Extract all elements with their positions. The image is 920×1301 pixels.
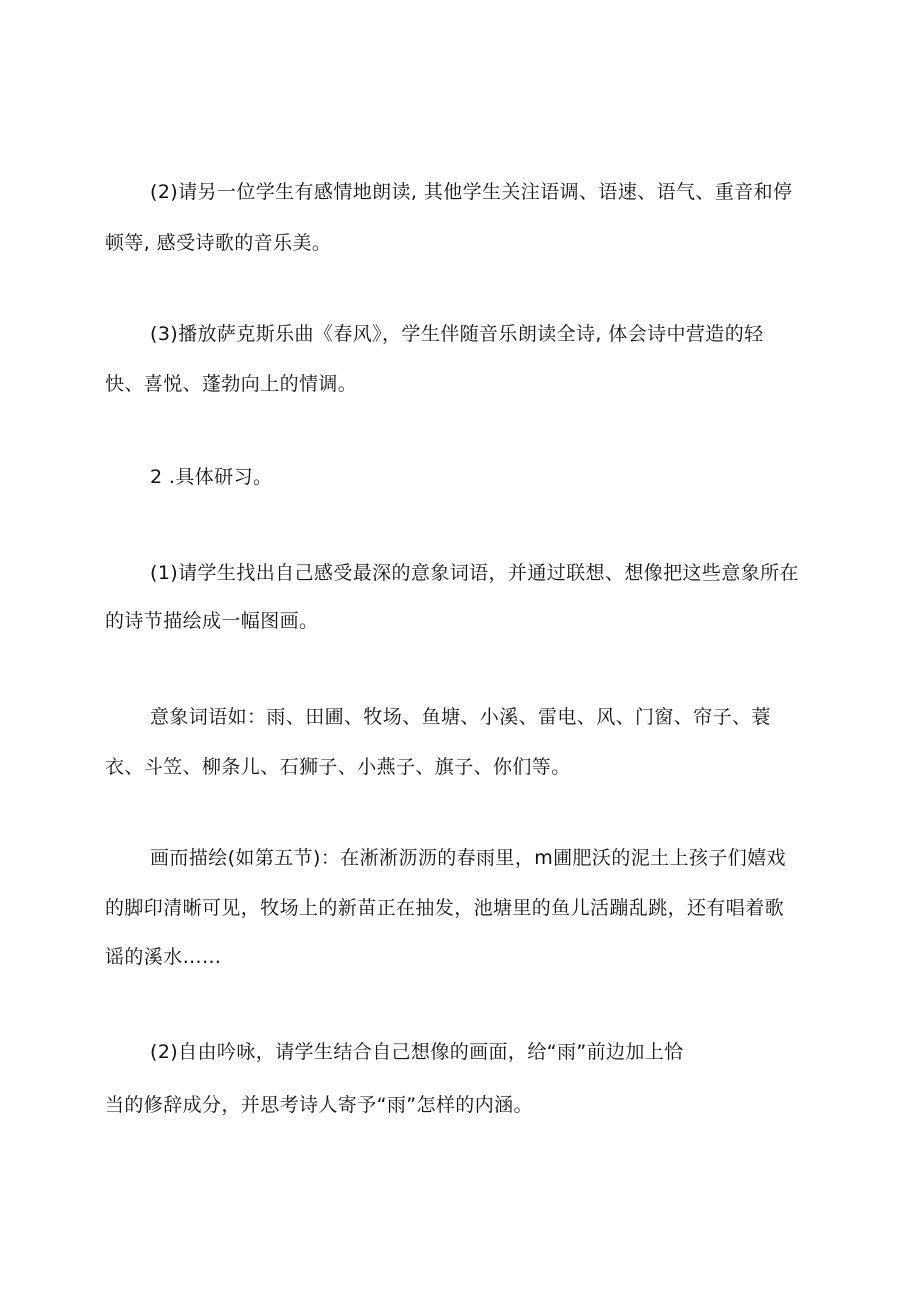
study-item-2-line-2: 当的修辞成分，并思考诗人寄予“雨”怎样的内涵。: [105, 1094, 533, 1116]
picture-description-line-3: 谣的溪水……: [105, 946, 222, 968]
imagery-words-line-2: 衣、斗笠、柳条儿、石狮子、小燕子、旗子、你们等。: [105, 756, 571, 778]
picture-description-line-2: 的脚印清晰可见，牧场上的新苗正在抽发，池塘里的鱼儿活蹦乱跳，还有唱着歌: [105, 897, 785, 919]
section-heading: 2 .具体研习。: [150, 466, 273, 488]
study-item-1-line-1: (1)请学生找出自己感受最深的意象词语，并通过联想、想像把这些意象所在: [150, 562, 799, 584]
picture-description-line-1: 画而描绘(如第五节)：在淅淅沥沥的春雨里，m圃肥沃的泥土上孩子们嬉戏: [150, 847, 786, 869]
study-item-2-line-1: (2)自由吟咏，请学生结合自己想像的画面，给“雨”前边加上恰: [150, 1041, 684, 1063]
study-item-1-line-2: 的诗节描绘成一幅图画。: [105, 610, 319, 632]
step-3-instruction-line-1: (3)播放萨克斯乐曲《春风》，学生伴随音乐朗读全诗, 体会诗中营造的轻: [150, 323, 764, 345]
imagery-words-line-1: 意象词语如：雨、田圃、牧场、鱼塘、小溪、雷电、风、门窗、帘子、蓑: [150, 706, 771, 728]
step-3-instruction-line-2: 快、喜悦、蓬勃向上的情调。: [105, 373, 358, 395]
step-2-instruction-line-1: (2)请另一位学生有感情地朗读, 其他学生关注语调、语速、语气、重音和停: [150, 181, 793, 203]
step-2-instruction-line-2: 顿等, 感受诗歌的音乐美。: [105, 232, 332, 254]
